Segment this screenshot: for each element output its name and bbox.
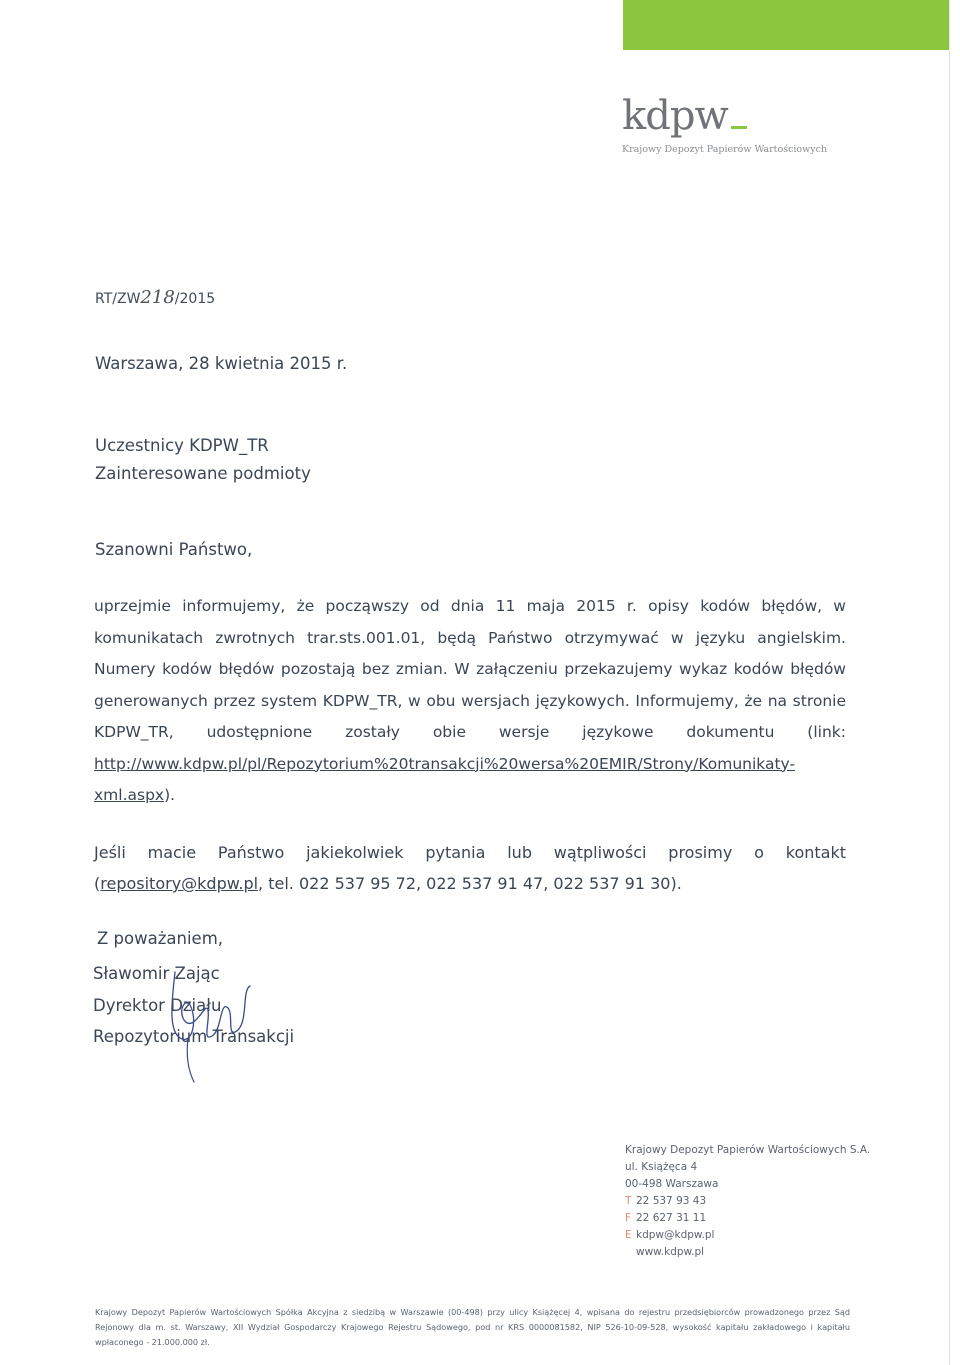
phone-label: T	[625, 1195, 632, 1207]
letter-body: uprzejmie informujemy, że począwszy od dnia 11 maja 2015 r. opisy kodów błędów, w komunikatach zwrotnych trar.sts.001.01, będą Państwo otrzymywać w języku angielskim. Numery kodów błędów pozostają bez zmian. W załączeniu przekazujemy wykaz kodów błędów generowanych przez system KDPW_TR, w obu wersjach językowych. Informujemy, że na stronie KDPW_TR, udostępnione zostały obie wersje językowe dokumentu (link: http://www.kdpw.pl/pl/Repozytorium%20transakcji%20wersa%20EMIR/Strony/Komunikaty-xml.aspx).	[94, 597, 846, 804]
recipient-line: Zainteresowane podmioty	[95, 464, 311, 483]
page-edge-rule	[949, 0, 950, 1365]
handwritten-signature	[150, 960, 270, 1090]
contact-paragraph: Jeśli macie Państwo jakiekolwiek pytania lub wątpliwości prosimy o kontakt (repository@kdpw.pl, tel. 022 537 95 72, 022 537 91 47, 022 537 91 30).	[94, 843, 846, 893]
city-postal: 00-498 Warszawa	[625, 1178, 719, 1190]
greeting: Szanowni Państwo,	[95, 540, 253, 559]
reference-number: RT/ZW218/2015	[95, 287, 216, 308]
letter-date: Warszawa, 28 kwietnia 2015 r.	[95, 354, 348, 373]
signer-department: Repozytorium Transakcji	[93, 1027, 295, 1046]
legal-footer: Krajowy Depozyt Papierów Wartościowych Spółka Akcyjna z siedzibą w Warszawie (00-498) przy ulicy Książęcej 4, wpisana do rejestru przedsiębiorców prowadzonego przez Sąd Rejonowy dla m. st. Warszawy, XII Wydział Gospodarczy Krajowego Rejestru Sądowego, pod nr KRS 0000081582, NIP 526-10-09-528, wysokość kapitału zakładowego i kapitału wpłaconego - 21.000.000 zł.	[95, 1307, 850, 1347]
logo-underscore-mark	[731, 126, 747, 129]
company-address	[625, 1142, 870, 1261]
website-link[interactable]: www.kdpw.pl	[636, 1246, 705, 1258]
phone-number: 22 537 93 43	[636, 1195, 707, 1207]
fax-label: F	[625, 1212, 632, 1224]
closing-phrase: Z poważaniem,	[97, 929, 224, 948]
komunikaty-link[interactable]: http://www.kdpw.pl/pl/Repozytorium%20transakcji%20wersa%20EMIR/Strony/Komunikaty-xml.aspx	[94, 754, 796, 804]
handwritten-reference: 218	[140, 287, 175, 308]
company-email[interactable]: kdpw@kdpw.pl	[636, 1229, 715, 1241]
recipient-line: Uczestnicy KDPW_TR	[95, 436, 269, 455]
email-label: E	[625, 1229, 632, 1241]
logo-subtitle: Krajowy Depozyt Papierów Wartościowych	[622, 144, 828, 155]
street-address: ul. Książęca 4	[625, 1161, 698, 1173]
email-line	[625, 1227, 870, 1244]
repository-email-link[interactable]: repository@kdpw.pl	[100, 874, 259, 893]
signer-name: Sławomir Zając	[93, 964, 220, 983]
recipients-block	[95, 432, 311, 488]
kdpw-logo	[622, 93, 828, 155]
signer-title: Dyrektor Działu	[93, 995, 222, 1015]
logo-wordmark: kdpw	[622, 96, 827, 136]
fax-number: 22 627 31 11	[636, 1212, 707, 1224]
phone-line	[625, 1193, 870, 1210]
header-accent-bar	[623, 0, 949, 50]
fax-line	[625, 1210, 870, 1227]
company-name: Krajowy Depozyt Papierów Wartościowych S.A.	[625, 1144, 871, 1156]
